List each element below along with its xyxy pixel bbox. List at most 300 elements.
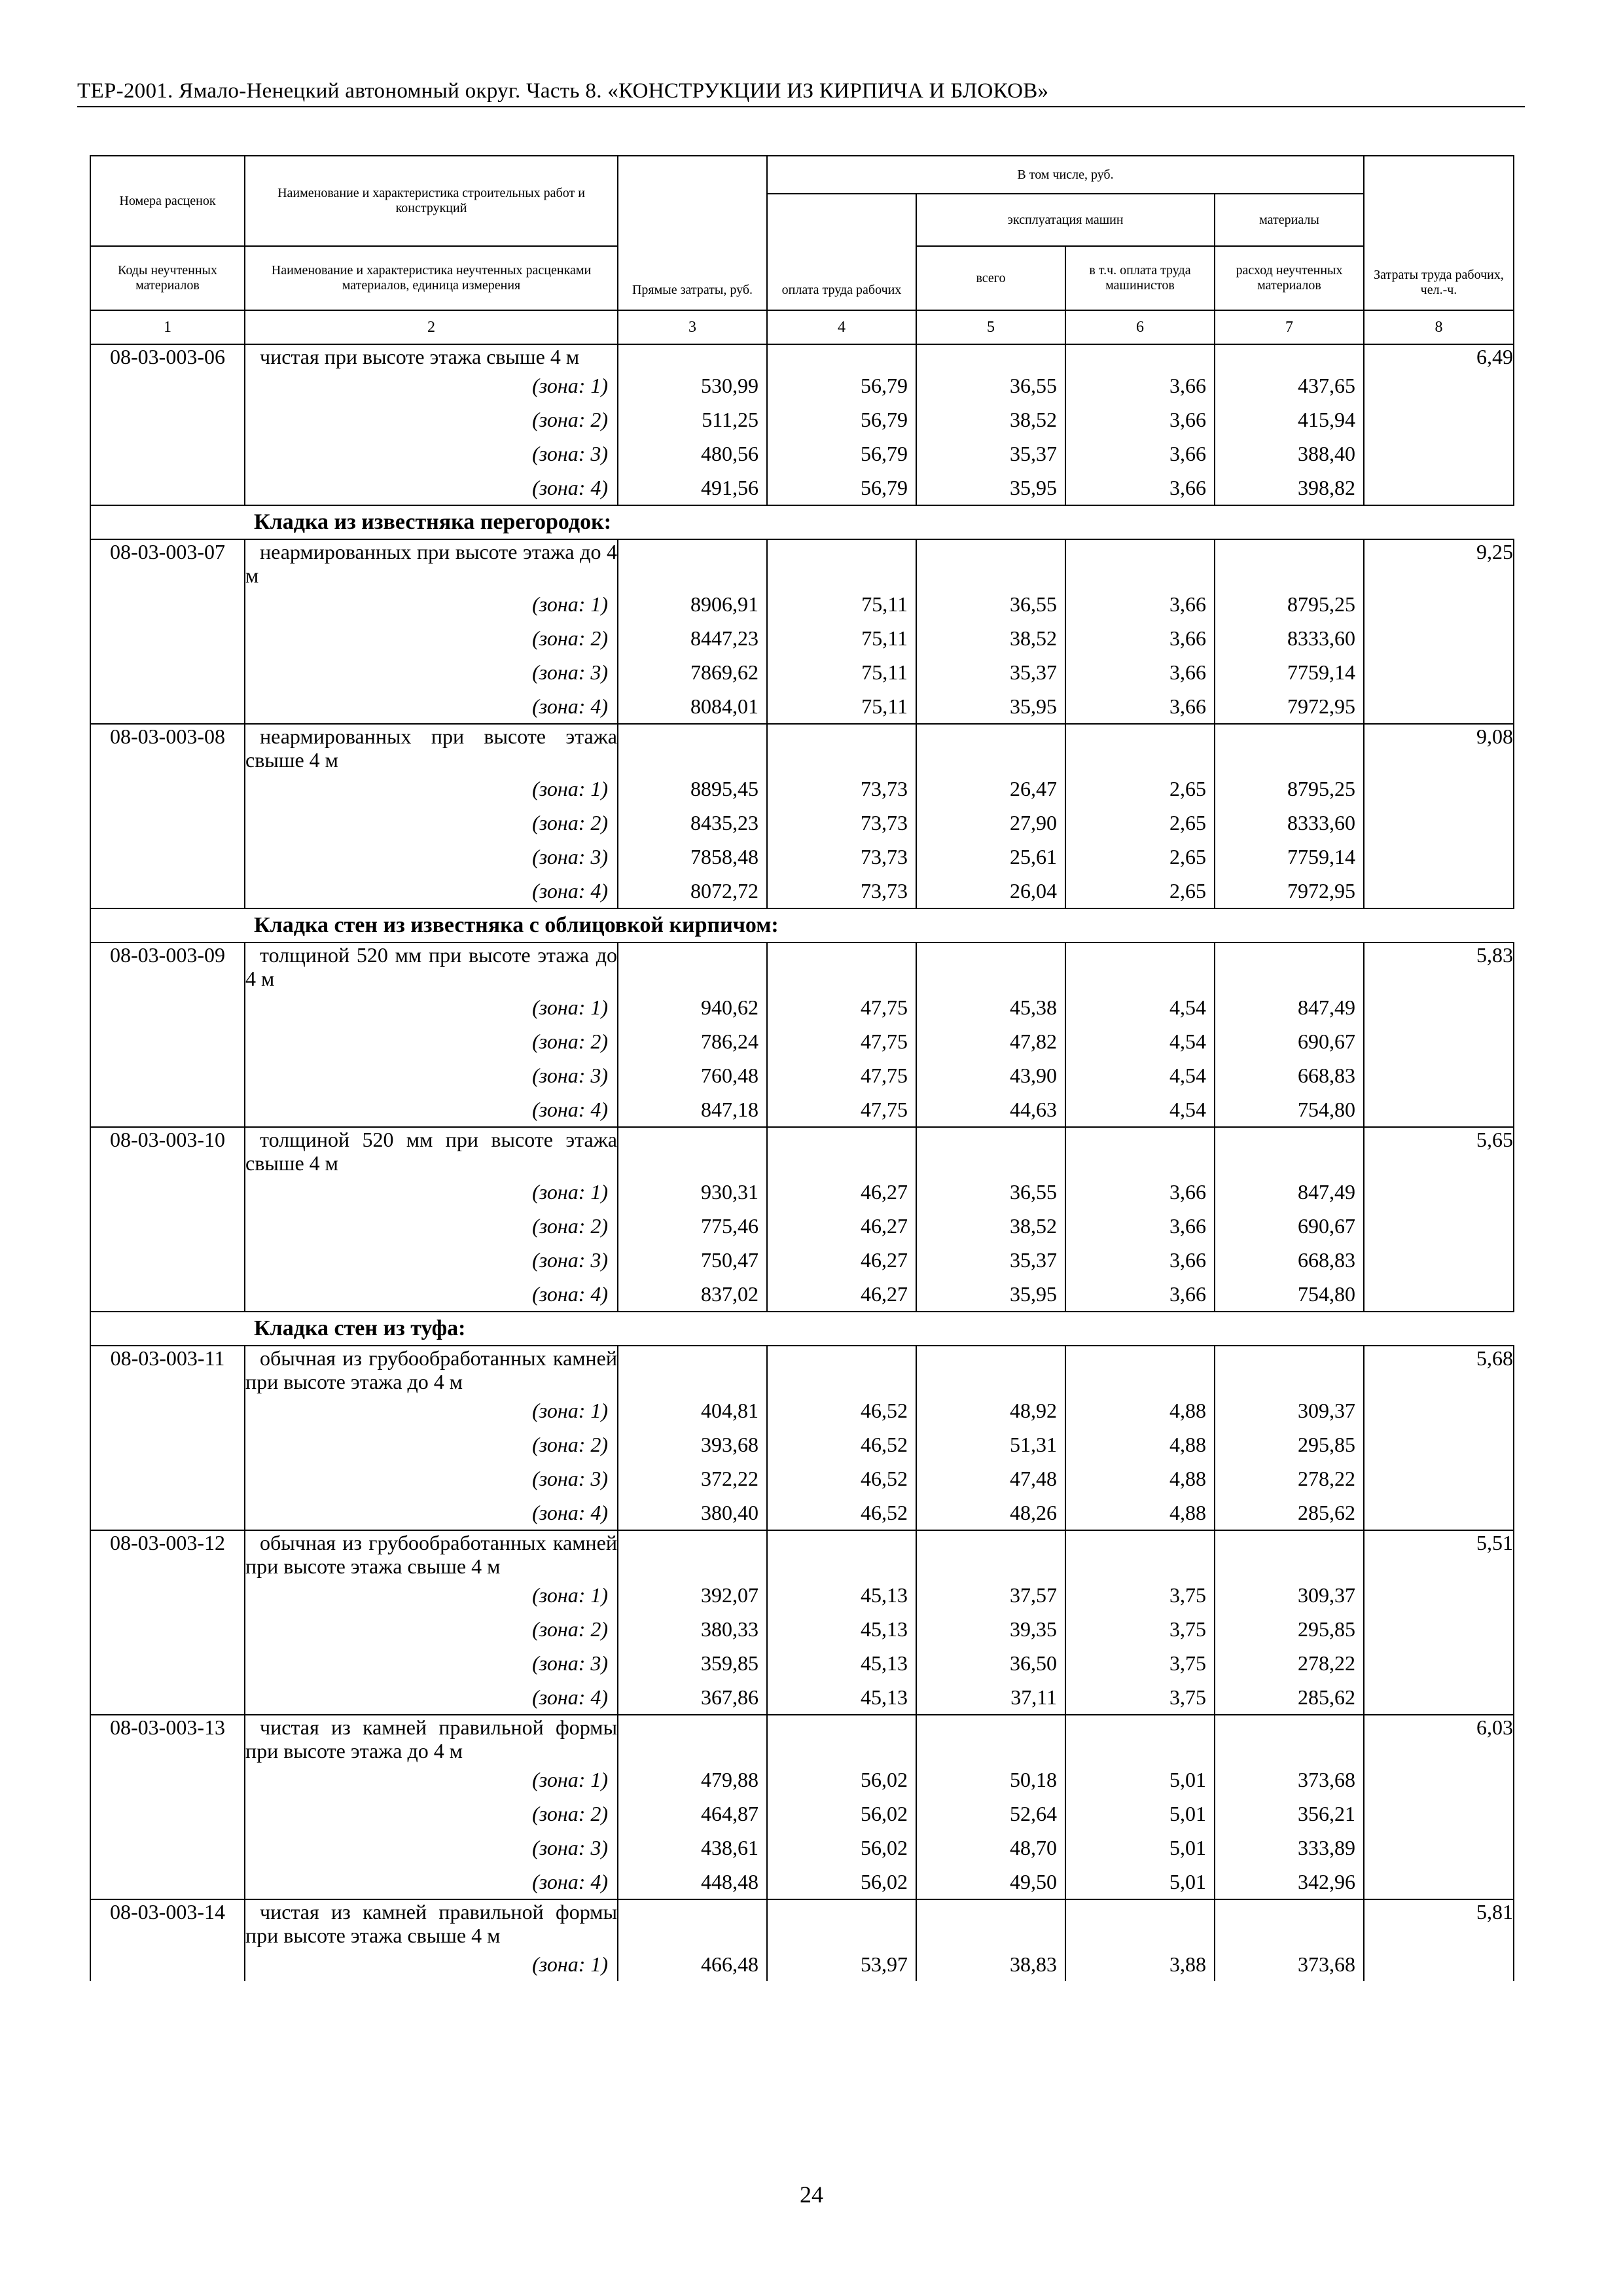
zone-row: [90, 806, 1514, 840]
empty-cell: [1215, 344, 1364, 368]
zone-row: [90, 1092, 1514, 1127]
worker-pay: 75,11: [767, 587, 916, 621]
operator-pay: 3,66: [1065, 1209, 1215, 1243]
zone-label: (зона: 2): [245, 403, 618, 437]
rate-row: [90, 1346, 1514, 1393]
worker-pay: 46,52: [767, 1496, 916, 1530]
empty-cell: [618, 344, 767, 368]
zone-label: (зона: 1): [245, 1763, 618, 1797]
column-number: 8: [1364, 310, 1514, 344]
operator-pay: 4,54: [1065, 1024, 1215, 1058]
empty-cell: [1065, 344, 1215, 368]
machines-total: 38,52: [916, 403, 1065, 437]
rate-description: обычная из грубообработанных камней при высоте этажа свыше 4 м: [245, 1531, 617, 1578]
worker-pay: 73,73: [767, 772, 916, 806]
header-col2: [245, 156, 618, 310]
empty-cell: [1215, 1715, 1364, 1763]
empty-cell: [916, 1899, 1065, 1947]
header-included-group: В том числе, руб.: [767, 156, 1364, 194]
direct-costs: 511,25: [618, 403, 767, 437]
worker-pay: 46,52: [767, 1427, 916, 1462]
labor-hours: 5,65: [1364, 1127, 1514, 1312]
zone-row: [90, 1612, 1514, 1646]
worker-pay: 73,73: [767, 874, 916, 908]
section-title: Кладка стен из туфа:: [245, 1312, 1514, 1346]
machines-total: 47,82: [916, 1024, 1065, 1058]
machines-total: 25,61: [916, 840, 1065, 874]
direct-costs: 8435,23: [618, 806, 767, 840]
operator-pay: 5,01: [1065, 1865, 1215, 1899]
materials-cost: 7972,95: [1215, 874, 1364, 908]
machines-total: 37,57: [916, 1578, 1065, 1612]
materials-cost: 356,21: [1215, 1797, 1364, 1831]
rate-code: 08-03-003-08: [90, 724, 245, 908]
rate-code: 08-03-003-09: [90, 942, 245, 1127]
direct-costs: 491,56: [618, 471, 767, 505]
machines-total: 36,55: [916, 587, 1065, 621]
materials-cost: 8333,60: [1215, 621, 1364, 655]
direct-costs: 940,62: [618, 990, 767, 1024]
rate-description: неармированных при высоте этажа до 4 м: [245, 540, 617, 587]
rate-row: [90, 1899, 1514, 1947]
empty-cell: [1215, 539, 1364, 587]
rate-description: обычная из грубообработанных камней при высоте этажа до 4 м: [245, 1346, 617, 1393]
machines-total: 35,37: [916, 1243, 1065, 1277]
zone-row: [90, 1865, 1514, 1899]
worker-pay: 56,79: [767, 403, 916, 437]
zone-row: [90, 1680, 1514, 1715]
machines-total: 44,63: [916, 1092, 1065, 1127]
empty-cell: [618, 942, 767, 990]
operator-pay: 2,65: [1065, 874, 1215, 908]
empty-cell: [767, 1346, 916, 1393]
materials-cost: 333,89: [1215, 1831, 1364, 1865]
operator-pay: 3,66: [1065, 368, 1215, 403]
zone-row: [90, 621, 1514, 655]
operator-pay: 3,66: [1065, 1277, 1215, 1312]
empty-cell: [618, 1715, 767, 1763]
machines-total: 35,95: [916, 471, 1065, 505]
zone-label: (зона: 3): [245, 1646, 618, 1680]
operator-pay: 3,66: [1065, 655, 1215, 689]
header-machines-group: эксплуатация машин: [916, 194, 1215, 246]
operator-pay: 4,88: [1065, 1496, 1215, 1530]
operator-pay: 3,75: [1065, 1646, 1215, 1680]
empty-cell: [618, 724, 767, 772]
direct-costs: 464,87: [618, 1797, 767, 1831]
empty-cell: [1065, 1899, 1215, 1947]
zone-label: (зона: 2): [245, 806, 618, 840]
empty-cell: [1065, 724, 1215, 772]
empty-cell: [618, 1899, 767, 1947]
machines-total: 51,31: [916, 1427, 1065, 1462]
header-machines-total: всего: [916, 246, 1065, 310]
direct-costs: 8072,72: [618, 874, 767, 908]
labor-hours: 9,25: [1364, 539, 1514, 724]
worker-pay: 45,13: [767, 1680, 916, 1715]
header-col2-bottom: Наименование и характеристика неучтенных расценками материалов, единица измерения: [271, 263, 592, 293]
materials-cost: 437,65: [1215, 368, 1364, 403]
worker-pay: 73,73: [767, 806, 916, 840]
rate-code: 08-03-003-06: [90, 344, 245, 505]
machines-total: 26,04: [916, 874, 1065, 908]
materials-cost: 7759,14: [1215, 840, 1364, 874]
machines-total: 48,26: [916, 1496, 1065, 1530]
operator-pay: 5,01: [1065, 1797, 1215, 1831]
machines-total: 48,70: [916, 1831, 1065, 1865]
machines-total: 38,52: [916, 621, 1065, 655]
worker-pay: 46,52: [767, 1393, 916, 1427]
header-col1: [90, 156, 245, 310]
materials-cost: 285,62: [1215, 1496, 1364, 1530]
empty-cell: [618, 1530, 767, 1578]
zone-row: [90, 1427, 1514, 1462]
empty-cell: [767, 344, 916, 368]
worker-pay: 53,97: [767, 1947, 916, 1981]
worker-pay: 75,11: [767, 621, 916, 655]
empty-cell: [1065, 1346, 1215, 1393]
worker-pay: 47,75: [767, 1024, 916, 1058]
zone-row: [90, 1797, 1514, 1831]
table-header: [90, 156, 1514, 344]
page-number: 24: [800, 2181, 823, 2208]
machines-total: 52,64: [916, 1797, 1065, 1831]
rate-description: чистая из камней правильной формы при высоте этажа свыше 4 м: [245, 1900, 617, 1947]
header-unaccounted-materials: расход неучтенных материалов: [1215, 246, 1364, 310]
empty-cell: [1065, 1530, 1215, 1578]
zone-label: (зона: 4): [245, 1496, 618, 1530]
zone-label: (зона: 1): [245, 1578, 618, 1612]
zone-label: (зона: 4): [245, 1865, 618, 1899]
worker-pay: 47,75: [767, 1092, 916, 1127]
worker-pay: 47,75: [767, 990, 916, 1024]
header-col1-top: Номера расценок: [91, 156, 244, 247]
materials-cost: 7972,95: [1215, 689, 1364, 724]
zone-label: (зона: 4): [245, 1277, 618, 1312]
zone-row: [90, 403, 1514, 437]
materials-cost: 373,68: [1215, 1947, 1364, 1981]
materials-cost: 295,85: [1215, 1427, 1364, 1462]
empty-cell: [916, 942, 1065, 990]
zone-row: [90, 689, 1514, 724]
direct-costs: 8447,23: [618, 621, 767, 655]
machines-total: 38,52: [916, 1209, 1065, 1243]
empty-cell: [767, 1530, 916, 1578]
materials-cost: 309,37: [1215, 1578, 1364, 1612]
zone-label: (зона: 4): [245, 1680, 618, 1715]
zone-row: [90, 471, 1514, 505]
page-header: ТЕР-2001. Ямало-Ненецкий автономный округ. Часть 8. «КОНСТРУКЦИИ ИЗ КИРПИЧА И БЛОКОВ»: [77, 79, 1049, 103]
empty-cell: [1215, 1899, 1364, 1947]
direct-costs: 847,18: [618, 1092, 767, 1127]
zone-label: (зона: 3): [245, 840, 618, 874]
worker-pay: 46,52: [767, 1462, 916, 1496]
section-spacer: [90, 505, 245, 539]
machines-total: 48,92: [916, 1393, 1065, 1427]
column-number: 4: [767, 310, 916, 344]
rate-code: 08-03-003-13: [90, 1715, 245, 1899]
header-col2-top: Наименование и характеристика строительных работ и конструкций: [245, 156, 617, 247]
zone-label: (зона: 3): [245, 1462, 618, 1496]
labor-hours: 5,81: [1364, 1899, 1514, 1981]
direct-costs: 8895,45: [618, 772, 767, 806]
machines-total: 49,50: [916, 1865, 1065, 1899]
operator-pay: 2,65: [1065, 806, 1215, 840]
worker-pay: 46,27: [767, 1209, 916, 1243]
labor-hours: 9,08: [1364, 724, 1514, 908]
direct-costs: 786,24: [618, 1024, 767, 1058]
materials-cost: 373,68: [1215, 1763, 1364, 1797]
zone-label: (зона: 1): [245, 990, 618, 1024]
column-number: 1: [90, 310, 245, 344]
zone-label: (зона: 4): [245, 689, 618, 724]
rate-description: чистая из камней правильной формы при высоте этажа до 4 м: [245, 1715, 617, 1763]
section-header-row: [90, 1312, 1514, 1346]
empty-cell: [916, 1127, 1065, 1175]
worker-pay: 73,73: [767, 840, 916, 874]
machines-total: 36,55: [916, 368, 1065, 403]
direct-costs: 367,86: [618, 1680, 767, 1715]
rate-row: [90, 1715, 1514, 1763]
direct-costs: 404,81: [618, 1393, 767, 1427]
operator-pay: 3,66: [1065, 1243, 1215, 1277]
empty-cell: [1065, 539, 1215, 587]
materials-cost: 342,96: [1215, 1865, 1364, 1899]
rate-row: [90, 942, 1514, 990]
zone-label: (зона: 2): [245, 1024, 618, 1058]
zone-row: [90, 1578, 1514, 1612]
worker-pay: 47,75: [767, 1058, 916, 1092]
worker-pay: 46,27: [767, 1277, 916, 1312]
empty-cell: [916, 539, 1065, 587]
direct-costs: 530,99: [618, 368, 767, 403]
machines-total: 36,50: [916, 1646, 1065, 1680]
worker-pay: 46,27: [767, 1243, 916, 1277]
zone-row: [90, 1243, 1514, 1277]
worker-pay: 56,02: [767, 1865, 916, 1899]
worker-pay: 56,79: [767, 471, 916, 505]
rate-row: [90, 539, 1514, 587]
operator-pay: 4,54: [1065, 990, 1215, 1024]
direct-costs: 837,02: [618, 1277, 767, 1312]
rate-code: 08-03-003-14: [90, 1899, 245, 1981]
materials-cost: 7759,14: [1215, 655, 1364, 689]
materials-cost: 309,37: [1215, 1393, 1364, 1427]
zone-label: (зона: 4): [245, 874, 618, 908]
section-header-row: [90, 505, 1514, 539]
empty-cell: [618, 1127, 767, 1175]
materials-cost: 415,94: [1215, 403, 1364, 437]
operator-pay: 5,01: [1065, 1763, 1215, 1797]
rate-row: [90, 1530, 1514, 1578]
direct-costs: 359,85: [618, 1646, 767, 1680]
materials-cost: 690,67: [1215, 1209, 1364, 1243]
operator-pay: 4,88: [1065, 1427, 1215, 1462]
worker-pay: 45,13: [767, 1646, 916, 1680]
zone-label: (зона: 1): [245, 1393, 618, 1427]
column-number-row: [90, 310, 1514, 344]
zone-label: (зона: 1): [245, 368, 618, 403]
direct-costs: 775,46: [618, 1209, 767, 1243]
operator-pay: 5,01: [1065, 1831, 1215, 1865]
zone-row: [90, 1024, 1514, 1058]
machines-total: 47,48: [916, 1462, 1065, 1496]
operator-pay: 4,88: [1065, 1462, 1215, 1496]
operator-pay: 3,66: [1065, 621, 1215, 655]
labor-hours: 5,51: [1364, 1530, 1514, 1715]
empty-cell: [916, 1346, 1065, 1393]
operator-pay: 4,88: [1065, 1393, 1215, 1427]
empty-cell: [618, 539, 767, 587]
header-worker-pay: оплата труда рабочих: [767, 194, 916, 310]
machines-total: 35,95: [916, 1277, 1065, 1312]
materials-cost: 847,49: [1215, 1175, 1364, 1209]
materials-cost: 8333,60: [1215, 806, 1364, 840]
direct-costs: 479,88: [618, 1763, 767, 1797]
header-col1-bottom: Коды неучтенных материалов: [118, 263, 217, 293]
machines-total: 39,35: [916, 1612, 1065, 1646]
zone-label: (зона: 1): [245, 1947, 618, 1981]
empty-cell: [618, 1346, 767, 1393]
worker-pay: 56,79: [767, 437, 916, 471]
materials-cost: 847,49: [1215, 990, 1364, 1024]
empty-cell: [1065, 1127, 1215, 1175]
zone-label: (зона: 2): [245, 621, 618, 655]
zone-row: [90, 1058, 1514, 1092]
zone-row: [90, 1175, 1514, 1209]
materials-cost: 285,62: [1215, 1680, 1364, 1715]
zone-row: [90, 1496, 1514, 1530]
zone-label: (зона: 1): [245, 587, 618, 621]
materials-cost: 278,22: [1215, 1462, 1364, 1496]
zone-label: (зона: 1): [245, 1175, 618, 1209]
worker-pay: 45,13: [767, 1612, 916, 1646]
empty-cell: [916, 1530, 1065, 1578]
empty-cell: [916, 344, 1065, 368]
operator-pay: 3,75: [1065, 1578, 1215, 1612]
rate-row: [90, 1127, 1514, 1175]
worker-pay: 56,79: [767, 368, 916, 403]
zone-label: (зона: 2): [245, 1427, 618, 1462]
operator-pay: 3,66: [1065, 471, 1215, 505]
worker-pay: 46,27: [767, 1175, 916, 1209]
rate-row: [90, 344, 1514, 368]
machines-total: 37,11: [916, 1680, 1065, 1715]
rate-description: толщиной 520 мм при высоте этажа свыше 4 м: [245, 1128, 617, 1175]
zone-label: (зона: 2): [245, 1797, 618, 1831]
section-header-row: [90, 908, 1514, 942]
zone-label: (зона: 3): [245, 1831, 618, 1865]
empty-cell: [767, 1715, 916, 1763]
operator-pay: 3,75: [1065, 1612, 1215, 1646]
zone-row: [90, 874, 1514, 908]
empty-cell: [1215, 942, 1364, 990]
empty-cell: [767, 1127, 916, 1175]
direct-costs: 438,61: [618, 1831, 767, 1865]
operator-pay: 3,66: [1065, 689, 1215, 724]
zone-row: [90, 1947, 1514, 1981]
operator-pay: 3,66: [1065, 437, 1215, 471]
column-number: 7: [1215, 310, 1364, 344]
empty-cell: [767, 724, 916, 772]
worker-pay: 56,02: [767, 1797, 916, 1831]
zone-label: (зона: 4): [245, 1092, 618, 1127]
empty-cell: [1065, 1715, 1215, 1763]
zone-row: [90, 368, 1514, 403]
operator-pay: 4,54: [1065, 1058, 1215, 1092]
section-spacer: [90, 908, 245, 942]
direct-costs: 372,22: [618, 1462, 767, 1496]
machines-total: 45,38: [916, 990, 1065, 1024]
operator-pay: 3,88: [1065, 1947, 1215, 1981]
section-title: Кладка из известняка перегородок:: [245, 505, 1514, 539]
direct-costs: 7858,48: [618, 840, 767, 874]
labor-hours: 5,68: [1364, 1346, 1514, 1530]
materials-cost: 668,83: [1215, 1058, 1364, 1092]
direct-costs: 480,56: [618, 437, 767, 471]
materials-cost: 690,67: [1215, 1024, 1364, 1058]
rate-description: неармированных при высоте этажа свыше 4 м: [245, 725, 617, 772]
zone-label: (зона: 4): [245, 471, 618, 505]
empty-cell: [1215, 1346, 1364, 1393]
operator-pay: 3,66: [1065, 1175, 1215, 1209]
direct-costs: 466,48: [618, 1947, 767, 1981]
section-spacer: [90, 1312, 245, 1346]
operator-pay: 3,66: [1065, 587, 1215, 621]
operator-pay: 2,65: [1065, 772, 1215, 806]
direct-costs: 380,33: [618, 1612, 767, 1646]
machines-total: 35,95: [916, 689, 1065, 724]
zone-row: [90, 1831, 1514, 1865]
zone-label: (зона: 3): [245, 1058, 618, 1092]
machines-total: 27,90: [916, 806, 1065, 840]
direct-costs: 7869,62: [618, 655, 767, 689]
direct-costs: 448,48: [618, 1865, 767, 1899]
empty-cell: [1215, 1530, 1364, 1578]
worker-pay: 56,02: [767, 1831, 916, 1865]
column-number: 5: [916, 310, 1065, 344]
materials-cost: 8795,25: [1215, 587, 1364, 621]
rate-code: 08-03-003-12: [90, 1530, 245, 1715]
materials-cost: 754,80: [1215, 1277, 1364, 1312]
header-direct-costs: Прямые затраты, руб.: [618, 156, 767, 310]
machines-total: 36,55: [916, 1175, 1065, 1209]
rates-table: [90, 155, 1514, 1981]
worker-pay: 75,11: [767, 655, 916, 689]
header-materials-group: материалы: [1215, 194, 1364, 246]
zone-row: [90, 587, 1514, 621]
materials-cost: 754,80: [1215, 1092, 1364, 1127]
zone-label: (зона: 3): [245, 437, 618, 471]
direct-costs: 393,68: [618, 1427, 767, 1462]
operator-pay: 2,65: [1065, 840, 1215, 874]
empty-cell: [1215, 1127, 1364, 1175]
empty-cell: [1215, 724, 1364, 772]
direct-costs: 8906,91: [618, 587, 767, 621]
zone-label: (зона: 3): [245, 655, 618, 689]
column-number: 3: [618, 310, 767, 344]
empty-cell: [767, 539, 916, 587]
rate-description: толщиной 520 мм при высоте этажа до 4 м: [245, 943, 617, 990]
materials-cost: 398,82: [1215, 471, 1364, 505]
worker-pay: 45,13: [767, 1578, 916, 1612]
zone-row: [90, 655, 1514, 689]
table-body: [90, 344, 1514, 1981]
column-number: 2: [245, 310, 618, 344]
labor-hours: 6,03: [1364, 1715, 1514, 1899]
section-title: Кладка стен из известняка с облицовкой кирпичом:: [245, 908, 1514, 942]
rate-row: [90, 724, 1514, 772]
